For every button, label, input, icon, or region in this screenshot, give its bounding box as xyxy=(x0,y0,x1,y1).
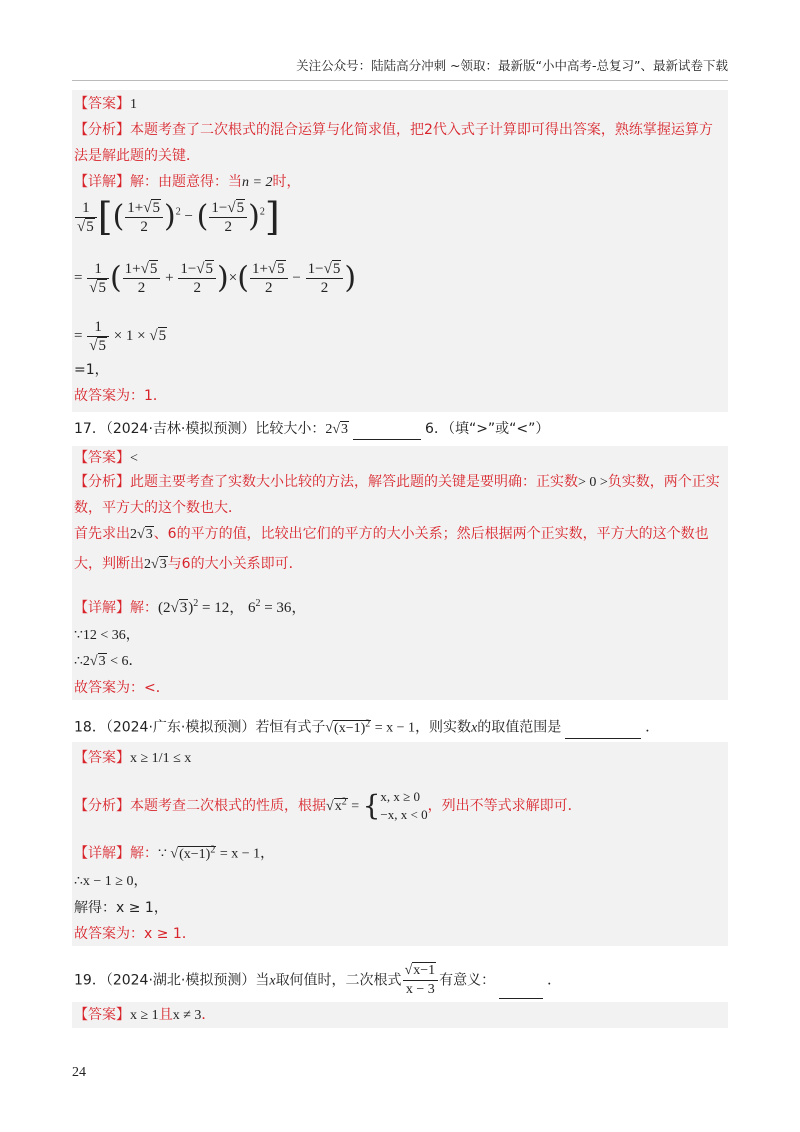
q18-solution-block xyxy=(72,742,728,946)
q17-therefore: ∴2√3 < 6． xyxy=(74,654,143,669)
q16-conclusion: 故答案为：1． xyxy=(74,388,167,404)
q17-answer-blank[interactable] xyxy=(353,425,421,440)
q17-solution-block xyxy=(72,446,728,700)
q19-answer-blank[interactable] xyxy=(499,984,543,999)
q16-formula-3: = $\frac{1}{√5}$ × 1 × √5 xyxy=(74,319,167,354)
q18-step-1: ∴x − 1 ≥ 0， xyxy=(74,874,148,889)
q17-answer-line: 【答案】< xyxy=(74,450,138,466)
q17-conclusion: 故答案为：<． xyxy=(74,680,170,696)
q17-analysis-line-2: 数，平方大的这个数也大． xyxy=(74,500,242,516)
q18-detail-line: 【详解】解：∵ $√(x-1)^2 = x - 1$， xyxy=(74,844,275,862)
q16-solution-block xyxy=(72,90,728,412)
q16-formula-1: $\frac{1}{√5}$ [( $\frac{1+√5}{2}$ )$^2$ − ( $\frac{1-√5}{2}$ )$^2$] xyxy=(77,195,280,239)
q17-analysis-line-1: 【分析】此题主要考查了实数大小比较的方法，解答此题的关键是要明确：正实数> 0 >负实数，两个正实 xyxy=(74,474,720,490)
q18-analysis-line: 【分析】本题考查二次根式的性质，根据$√x^2$ = { x, x ≥ 0 −x, x < 0 ，列出不等式求解即可． xyxy=(74,789,582,822)
q17-analysis-line-3: 首先求出2√3、6的平方的值，比较出它们的平方的大小关系；然后根据两个正实数，平方大的这个数也 xyxy=(74,526,709,542)
q17-detail-line: 【详解】解：$(2√3)^2 = 12$， $6^2 = 36$， xyxy=(74,598,307,616)
q18-step-2: 解得：x ≥ 1， xyxy=(74,900,168,916)
header-rule xyxy=(72,80,728,81)
q18-answer-blank[interactable] xyxy=(565,724,641,739)
q17-analysis-line-4: 大，判断出2√3与6的大小关系即可． xyxy=(74,556,303,572)
q19-answer-line: 【答案】x ≥ 1且x ≠ 3． xyxy=(74,1007,216,1023)
q19-answer-block xyxy=(72,1002,728,1028)
q16-formula-2: = $\frac{1}{√5}$ ( $\frac{1+√5}{2}$ + $\frac{1-√5}{2}$ )×( $\frac{1+√5}{2}$ − $\frac{1-√5}{2}$ ) xyxy=(74,260,357,296)
q17-stem: 17．（2024·吉林·模拟预测）比较大小：2√3 6．（填“>”或“<”） xyxy=(74,419,549,440)
q16-detail-line: 【详解】解：由题意得：当n = 2时， xyxy=(74,174,301,190)
q16-result: =1， xyxy=(74,362,109,378)
q16-analysis-line-2: 法是解此题的关键． xyxy=(74,148,200,164)
q18-conclusion: 故答案为：x ≥ 1． xyxy=(74,926,196,942)
q16-analysis-line-1: 【分析】本题考查了二次根式的混合运算与化简求值，把2代入式子计算即可得出答案，熟练掌握运算方 xyxy=(74,122,713,138)
q16-answer-line: 【答案】1 xyxy=(74,96,137,112)
q17-because: ∵12 < 36， xyxy=(74,628,140,643)
q18-answer-line: 【答案】x ≥ 1/1 ≤ x xyxy=(74,750,192,766)
q19-stem: 19．（2024·湖北·模拟预测）当x取何值时，二次根式 $\frac{√x-1}{x - 3}$ 有意义： ． xyxy=(74,963,562,997)
page-number: 24 xyxy=(72,1065,86,1080)
q18-stem: 18．（2024·广东·模拟预测）若恒有式子$√(x-1)^2 = x - 1$，则实数x的取值范围是 ． xyxy=(74,714,659,739)
page-header: 关注公众号：陆陆高分冲刺 ~领取：最新版“小中高考-总复习”、最新试卷下载 xyxy=(296,58,728,73)
